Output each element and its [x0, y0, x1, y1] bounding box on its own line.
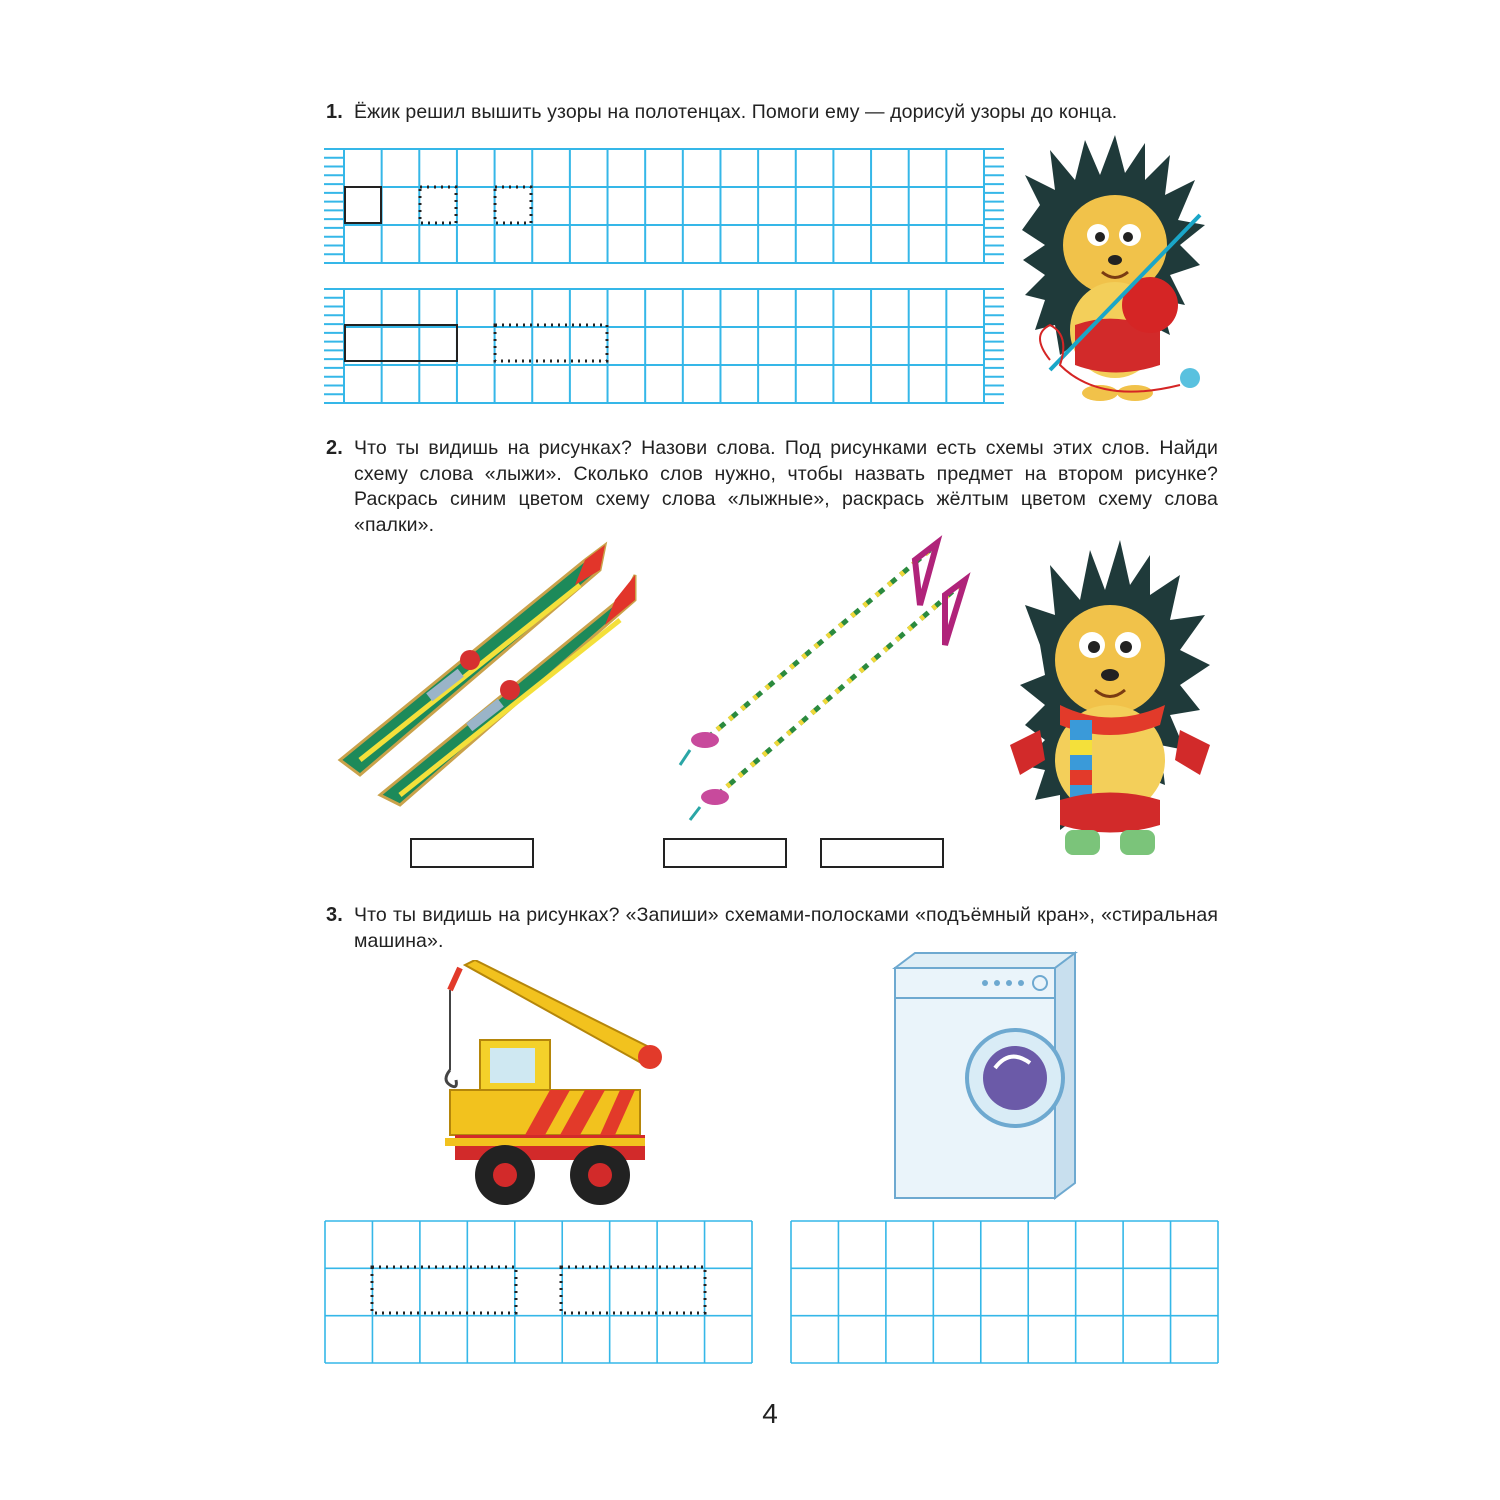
word-scheme-skis[interactable] — [410, 838, 534, 868]
task-number: 2. — [326, 437, 343, 459]
task-2 — [326, 436, 1218, 538]
task-3 — [326, 903, 1218, 954]
pattern-dotted-square — [420, 187, 456, 223]
task-text: Ёжик решил вышить узоры на полотенцах. Помоги ему — дорисуй узоры до конца. — [354, 101, 1118, 123]
task-text: Что ты видишь на рисунках? Назови слова. Под рисунками есть схемы этих слов. Найди схему слова «лыжи». Сколько слов нужно, чтобы назвать предмет на втором рисунке? Раскрась синим цветом схему слова «лыжные», раскрась жёлтым цветом схему слова «палки». — [354, 437, 1218, 536]
task-1 — [326, 100, 1218, 126]
scheme-grid-washing-machine[interactable] — [788, 1218, 1222, 1368]
scheme-grid-crane[interactable] — [322, 1218, 756, 1368]
pattern-sample-rect — [345, 325, 457, 361]
page-number: 4 — [762, 1398, 778, 1429]
towel-grid-1[interactable] — [320, 145, 1010, 267]
washing-machine-illustration — [885, 948, 1080, 1203]
hedgehog-scarf-illustration — [1000, 535, 1220, 865]
task-number: 1. — [326, 101, 343, 123]
scheme-dotted-word-2 — [561, 1267, 705, 1313]
word-scheme-ski-adjective[interactable] — [663, 838, 787, 868]
ski-poles-illustration — [675, 535, 975, 825]
pattern-sample-square — [345, 187, 381, 223]
task-text: Что ты видишь на рисунках? «Запиши» схемами-полосками «подъёмный кран», «стиральная машина». — [354, 904, 1218, 952]
task-number: 3. — [326, 904, 343, 926]
towel-grid-2[interactable] — [320, 285, 1010, 407]
hedgehog-knitting-illustration — [1020, 135, 1210, 405]
skis-illustration — [330, 540, 640, 810]
pattern-dotted-square — [495, 187, 531, 223]
crane-illustration — [430, 960, 690, 1215]
scheme-dotted-word-1 — [372, 1267, 516, 1313]
word-scheme-poles[interactable] — [820, 838, 944, 868]
pattern-dotted-rect — [495, 325, 607, 361]
